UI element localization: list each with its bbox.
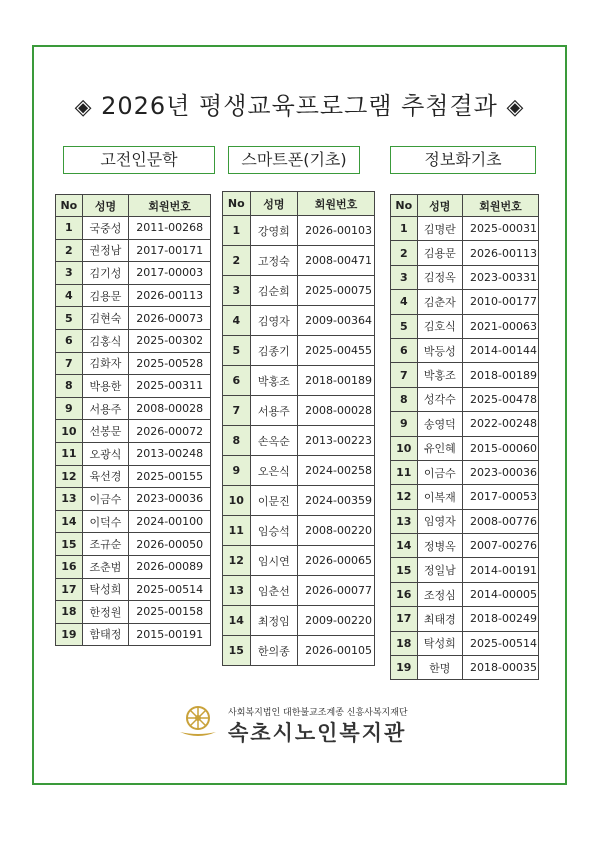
member-id: 2026-00072 xyxy=(129,420,211,443)
row-number: 18 xyxy=(391,631,418,655)
member-id: 2014-00144 xyxy=(463,338,539,362)
row-number: 5 xyxy=(391,314,418,338)
table-row xyxy=(223,336,375,366)
row-number: 6 xyxy=(56,329,83,352)
row-number: 5 xyxy=(56,307,83,330)
member-id: 2025-00514 xyxy=(129,578,211,601)
member-id: 2017-00171 xyxy=(129,239,211,262)
row-number: 5 xyxy=(223,336,251,366)
member-id: 2018-00249 xyxy=(463,607,539,631)
member-name: 김현숙 xyxy=(82,307,129,330)
member-name: 오은식 xyxy=(250,456,297,486)
table-row xyxy=(223,636,375,666)
member-id: 2026-00050 xyxy=(129,533,211,556)
row-number: 17 xyxy=(56,578,83,601)
member-name: 선봉문 xyxy=(82,420,129,443)
member-name: 송영덕 xyxy=(417,412,462,436)
row-number: 4 xyxy=(223,306,251,336)
member-name: 이문진 xyxy=(250,486,297,516)
column-header-name: 성명 xyxy=(417,195,462,217)
member-name: 이금수 xyxy=(82,488,129,511)
row-number: 11 xyxy=(391,460,418,484)
row-number: 9 xyxy=(223,456,251,486)
member-id: 2025-00158 xyxy=(129,601,211,624)
table-row xyxy=(56,442,211,465)
member-name: 김순희 xyxy=(250,276,297,306)
member-id: 2024-00359 xyxy=(298,486,375,516)
member-id: 2008-00471 xyxy=(298,246,375,276)
member-name: 국중성 xyxy=(82,217,129,240)
member-id: 2021-00063 xyxy=(463,314,539,338)
row-number: 12 xyxy=(56,465,83,488)
member-name: 함태정 xyxy=(82,623,129,646)
member-id: 2008-00028 xyxy=(298,396,375,426)
table-header-row xyxy=(223,192,375,216)
member-name: 서용주 xyxy=(82,397,129,420)
member-id: 2026-00073 xyxy=(129,307,211,330)
column-header-no: No xyxy=(391,195,418,217)
column-header-member-id: 회원번호 xyxy=(463,195,539,217)
table-row xyxy=(56,555,211,578)
member-name: 최태경 xyxy=(417,607,462,631)
member-name: 김호식 xyxy=(417,314,462,338)
row-number: 2 xyxy=(56,239,83,262)
member-name: 정일남 xyxy=(417,558,462,582)
member-name: 박홍조 xyxy=(250,366,297,396)
member-id: 2025-00075 xyxy=(298,276,375,306)
table-row xyxy=(56,307,211,330)
table-row xyxy=(223,396,375,426)
roster-table-smartphone xyxy=(222,191,375,666)
table-row xyxy=(223,456,375,486)
member-id: 2013-00248 xyxy=(129,442,211,465)
table-row xyxy=(223,576,375,606)
member-name: 조규순 xyxy=(82,533,129,556)
row-number: 15 xyxy=(223,636,251,666)
member-name: 이금수 xyxy=(417,460,462,484)
table-row xyxy=(223,516,375,546)
member-id: 2025-00514 xyxy=(463,631,539,655)
member-id: 2026-00065 xyxy=(298,546,375,576)
table-row xyxy=(56,239,211,262)
table-row xyxy=(223,366,375,396)
member-id: 2015-00191 xyxy=(129,623,211,646)
member-name: 정병옥 xyxy=(417,534,462,558)
member-name: 임춘선 xyxy=(250,576,297,606)
footer-center-name: 속초시노인복지관 xyxy=(228,721,407,745)
row-number: 19 xyxy=(391,656,418,680)
table-row xyxy=(391,656,539,680)
table-row xyxy=(56,601,211,624)
dharma-wheel-logo-icon xyxy=(178,704,218,738)
row-number: 10 xyxy=(56,420,83,443)
row-number: 16 xyxy=(56,555,83,578)
member-name: 탁성희 xyxy=(417,631,462,655)
table-row xyxy=(391,387,539,411)
row-number: 11 xyxy=(56,442,83,465)
member-id: 2018-00189 xyxy=(463,363,539,387)
table-row xyxy=(391,631,539,655)
table-row xyxy=(391,314,539,338)
member-name: 손옥순 xyxy=(250,426,297,456)
diamond-left-icon: ◈ xyxy=(74,95,93,120)
table-row xyxy=(391,412,539,436)
table-row xyxy=(56,375,211,398)
member-name: 서용주 xyxy=(250,396,297,426)
member-name: 조춘범 xyxy=(82,555,129,578)
row-number: 13 xyxy=(223,576,251,606)
table-row xyxy=(223,546,375,576)
table-row xyxy=(223,216,375,246)
table-row xyxy=(391,534,539,558)
member-name: 김명란 xyxy=(417,217,462,241)
member-id: 2025-00528 xyxy=(129,352,211,375)
row-number: 3 xyxy=(223,276,251,306)
member-name: 김용문 xyxy=(417,241,462,265)
row-number: 10 xyxy=(391,436,418,460)
table-row xyxy=(391,509,539,533)
member-id: 2009-00220 xyxy=(298,606,375,636)
column-header-no: No xyxy=(223,192,251,216)
member-name: 최정임 xyxy=(250,606,297,636)
roster-table-it-basics xyxy=(390,194,539,680)
row-number: 3 xyxy=(56,262,83,285)
table-row xyxy=(56,329,211,352)
row-number: 15 xyxy=(391,558,418,582)
member-name: 박등성 xyxy=(417,338,462,362)
table-row xyxy=(223,606,375,636)
column-header-member-id: 회원번호 xyxy=(129,195,211,217)
program-header-it-basics: 정보화기초 xyxy=(390,146,536,174)
table-row xyxy=(56,262,211,285)
member-name: 임시연 xyxy=(250,546,297,576)
table-row xyxy=(391,290,539,314)
member-name: 오광식 xyxy=(82,442,129,465)
column-header-name: 성명 xyxy=(82,195,129,217)
member-id: 2025-00302 xyxy=(129,329,211,352)
program-header-smartphone: 스마트폰(기초) xyxy=(228,146,360,174)
member-id: 2026-00113 xyxy=(129,284,211,307)
table-row xyxy=(223,246,375,276)
row-number: 1 xyxy=(223,216,251,246)
row-number: 13 xyxy=(391,509,418,533)
member-name: 임승석 xyxy=(250,516,297,546)
member-id: 2011-00268 xyxy=(129,217,211,240)
row-number: 1 xyxy=(56,217,83,240)
table-row xyxy=(56,488,211,511)
footer-organization: 사회복지법인 대한불교조계종 신흥사복지재단 xyxy=(228,708,408,718)
member-id: 2026-00113 xyxy=(463,241,539,265)
program-header-classics: 고전인문학 xyxy=(63,146,215,174)
page-title-text: 2026년 평생교육프로그램 추첨결과 xyxy=(101,92,498,120)
row-number: 8 xyxy=(223,426,251,456)
row-number: 6 xyxy=(391,338,418,362)
member-id: 2015-00060 xyxy=(463,436,539,460)
member-name: 이복재 xyxy=(417,485,462,509)
table-header-row xyxy=(56,195,211,217)
table-row xyxy=(391,485,539,509)
member-name: 김영자 xyxy=(250,306,297,336)
member-name: 김기성 xyxy=(82,262,129,285)
row-number: 4 xyxy=(391,290,418,314)
table-row xyxy=(56,352,211,375)
column-header-name: 성명 xyxy=(250,192,297,216)
row-number: 9 xyxy=(391,412,418,436)
row-number: 14 xyxy=(56,510,83,533)
member-id: 2024-00100 xyxy=(129,510,211,533)
member-id: 2025-00155 xyxy=(129,465,211,488)
row-number: 7 xyxy=(223,396,251,426)
table-row xyxy=(56,284,211,307)
row-number: 14 xyxy=(223,606,251,636)
row-number: 12 xyxy=(223,546,251,576)
member-name: 김종기 xyxy=(250,336,297,366)
member-name: 김정옥 xyxy=(417,265,462,289)
diamond-right-icon: ◈ xyxy=(506,95,525,120)
member-id: 2023-00036 xyxy=(129,488,211,511)
member-id: 2026-00077 xyxy=(298,576,375,606)
member-id: 2009-00364 xyxy=(298,306,375,336)
member-id: 2013-00223 xyxy=(298,426,375,456)
member-id: 2007-00276 xyxy=(463,534,539,558)
member-name: 김춘자 xyxy=(417,290,462,314)
row-number: 18 xyxy=(56,601,83,624)
table-row xyxy=(56,217,211,240)
member-id: 2026-00105 xyxy=(298,636,375,666)
member-id: 2025-00478 xyxy=(463,387,539,411)
row-number: 3 xyxy=(391,265,418,289)
member-id: 2014-00191 xyxy=(463,558,539,582)
column-header-member-id: 회원번호 xyxy=(298,192,375,216)
member-id: 2025-00455 xyxy=(298,336,375,366)
table-row xyxy=(391,582,539,606)
table-row xyxy=(56,397,211,420)
row-number: 9 xyxy=(56,397,83,420)
member-name: 성각수 xyxy=(417,387,462,411)
row-number: 6 xyxy=(223,366,251,396)
member-name: 한의종 xyxy=(250,636,297,666)
table-row xyxy=(391,436,539,460)
row-number: 15 xyxy=(56,533,83,556)
table-row xyxy=(391,460,539,484)
table-row xyxy=(56,420,211,443)
row-number: 12 xyxy=(391,485,418,509)
row-number: 7 xyxy=(56,352,83,375)
table-row xyxy=(223,486,375,516)
row-number: 10 xyxy=(223,486,251,516)
row-number: 2 xyxy=(223,246,251,276)
member-name: 임영자 xyxy=(417,509,462,533)
table-row xyxy=(56,533,211,556)
member-id: 2025-00311 xyxy=(129,375,211,398)
member-name: 탁성희 xyxy=(82,578,129,601)
member-name: 김화자 xyxy=(82,352,129,375)
member-name: 김홍식 xyxy=(82,329,129,352)
row-number: 11 xyxy=(223,516,251,546)
member-name: 고정숙 xyxy=(250,246,297,276)
table-row xyxy=(391,217,539,241)
member-id: 2026-00103 xyxy=(298,216,375,246)
member-id: 2017-00003 xyxy=(129,262,211,285)
table-row xyxy=(56,623,211,646)
column-header-no: No xyxy=(56,195,83,217)
table-row xyxy=(391,241,539,265)
member-name: 한명 xyxy=(417,656,462,680)
table-row xyxy=(56,510,211,533)
member-name: 김용문 xyxy=(82,284,129,307)
member-id: 2010-00177 xyxy=(463,290,539,314)
member-id: 2024-00258 xyxy=(298,456,375,486)
member-name: 이덕수 xyxy=(82,510,129,533)
row-number: 2 xyxy=(391,241,418,265)
member-id: 2017-00053 xyxy=(463,485,539,509)
row-number: 7 xyxy=(391,363,418,387)
row-number: 19 xyxy=(56,623,83,646)
member-id: 2022-00248 xyxy=(463,412,539,436)
row-number: 8 xyxy=(56,375,83,398)
table-row xyxy=(391,338,539,362)
roster-table-classics xyxy=(55,194,211,646)
member-id: 2008-00028 xyxy=(129,397,211,420)
row-number: 13 xyxy=(56,488,83,511)
row-number: 16 xyxy=(391,582,418,606)
member-name: 한정원 xyxy=(82,601,129,624)
member-id: 2026-00089 xyxy=(129,555,211,578)
row-number: 8 xyxy=(391,387,418,411)
member-name: 조정심 xyxy=(417,582,462,606)
member-id: 2023-00331 xyxy=(463,265,539,289)
page-title xyxy=(32,86,567,121)
member-id: 2008-00220 xyxy=(298,516,375,546)
table-row xyxy=(223,276,375,306)
member-name: 강영희 xyxy=(250,216,297,246)
row-number: 4 xyxy=(56,284,83,307)
table-row xyxy=(223,306,375,336)
table-row xyxy=(391,607,539,631)
member-id: 2014-00005 xyxy=(463,582,539,606)
member-name: 박홍조 xyxy=(417,363,462,387)
member-id: 2023-00036 xyxy=(463,460,539,484)
table-row xyxy=(56,465,211,488)
member-id: 2018-00035 xyxy=(463,656,539,680)
member-name: 박용한 xyxy=(82,375,129,398)
member-name: 권정남 xyxy=(82,239,129,262)
table-row xyxy=(391,558,539,582)
row-number: 14 xyxy=(391,534,418,558)
table-row xyxy=(56,578,211,601)
member-name: 육선경 xyxy=(82,465,129,488)
member-name: 유인혜 xyxy=(417,436,462,460)
row-number: 17 xyxy=(391,607,418,631)
member-id: 2008-00776 xyxy=(463,509,539,533)
table-row xyxy=(391,265,539,289)
row-number: 1 xyxy=(391,217,418,241)
table-header-row xyxy=(391,195,539,217)
member-id: 2018-00189 xyxy=(298,366,375,396)
table-row xyxy=(391,363,539,387)
table-row xyxy=(223,426,375,456)
member-id: 2025-00031 xyxy=(463,217,539,241)
